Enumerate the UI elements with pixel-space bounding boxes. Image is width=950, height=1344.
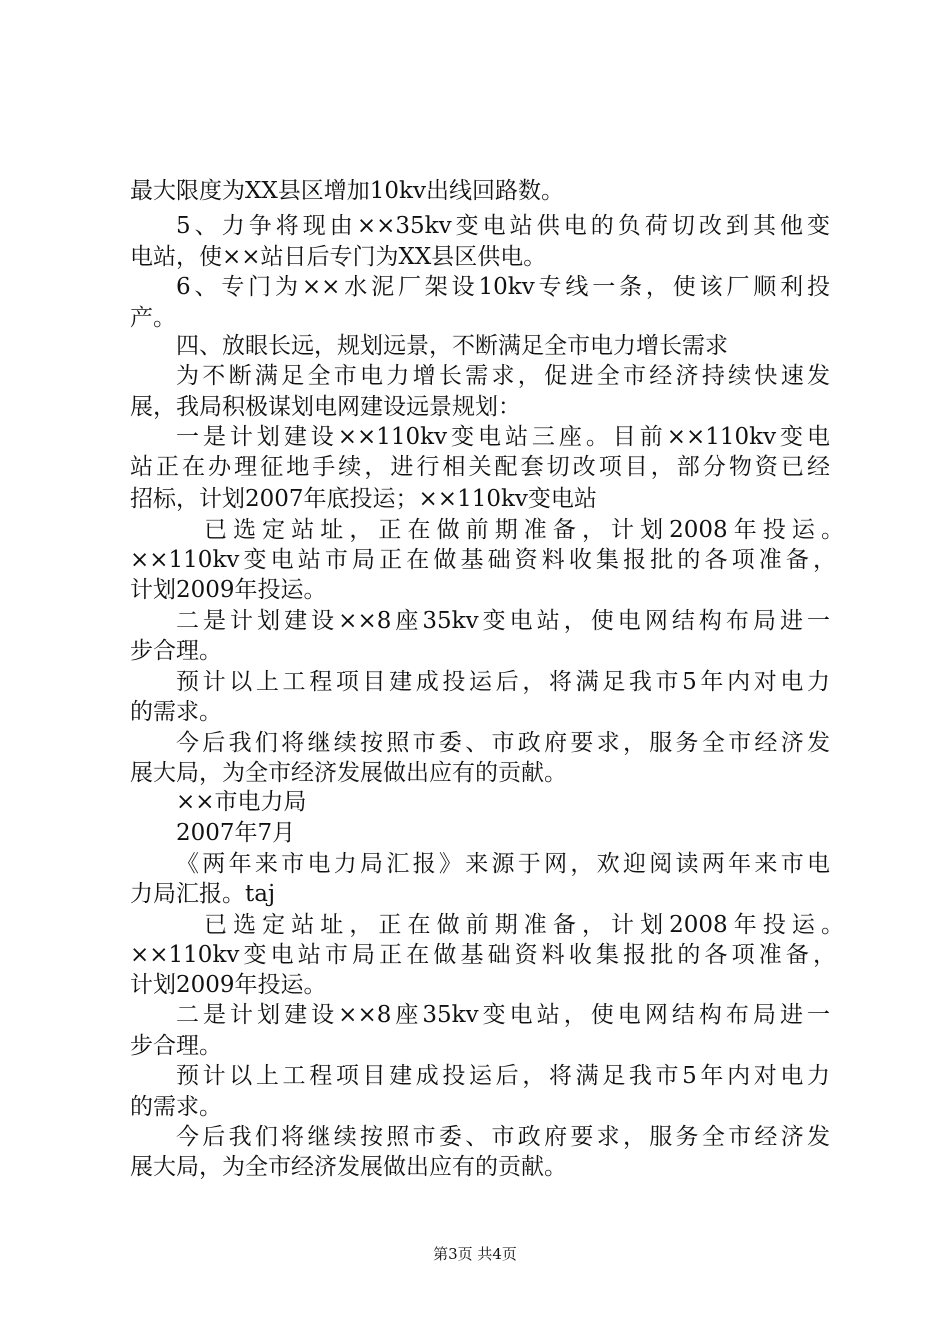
text-line: 步合理。 bbox=[130, 638, 222, 664]
text-line: 6、专门为××水泥厂架设10kv专线一条，使该厂顺利投 bbox=[176, 274, 830, 300]
text-line: 一是计划建设××110kv变电站三座。目前××110kv变电 bbox=[176, 424, 830, 450]
signature-organization: ××市电力局 bbox=[176, 789, 307, 815]
text-line: 的需求。 bbox=[130, 699, 222, 725]
text-line: 力局汇报。taj bbox=[130, 881, 276, 907]
text-line: 的需求。 bbox=[130, 1094, 222, 1120]
signature-date: 2007年7月 bbox=[176, 820, 296, 846]
text-line: 招标，计划2007年底投运；××110kv变电站 bbox=[130, 486, 597, 512]
text-line: 最大限度为XX县区增加10kv出线回路数。 bbox=[130, 178, 564, 204]
text-line: 已选定站址，正在做前期准备，计划2008年投运。 bbox=[204, 912, 844, 938]
text-line: 二是计划建设××8座35kv变电站，使电网结构布局进一 bbox=[176, 1002, 830, 1028]
text-line: 二是计划建设××8座35kv变电站，使电网结构布局进一 bbox=[176, 608, 830, 634]
text-line: 预计以上工程项目建成投运后，将满足我市5年内对电力 bbox=[176, 669, 830, 695]
text-line: 今后我们将继续按照市委、市政府要求，服务全市经济发 bbox=[176, 730, 830, 756]
text-line: 5、力争将现由××35kv变电站供电的负荷切改到其他变 bbox=[176, 213, 830, 239]
text-line: 展大局，为全市经济发展做出应有的贡献。 bbox=[130, 1154, 567, 1180]
page-number-footer: 第3页 共4页 bbox=[433, 1245, 517, 1263]
text-line: ××110kv变电站市局正在做基础资料收集报批的各项准备， bbox=[130, 942, 836, 968]
text-line: 步合理。 bbox=[130, 1033, 222, 1059]
text-line: 预计以上工程项目建成投运后，将满足我市5年内对电力 bbox=[176, 1063, 830, 1089]
text-line: ××110kv变电站市局正在做基础资料收集报批的各项准备， bbox=[130, 547, 836, 573]
text-line: 为不断满足全市电力增长需求，促进全市经济持续快速发 bbox=[176, 363, 830, 389]
section-heading: 四、放眼长远，规划远景，不断满足全市电力增长需求 bbox=[176, 333, 728, 359]
text-line: 电站，使××站日后专门为XX县区供电。 bbox=[130, 244, 547, 270]
text-line: 产。 bbox=[130, 305, 176, 331]
text-line: 今后我们将继续按照市委、市政府要求，服务全市经济发 bbox=[176, 1124, 830, 1150]
text-line: 站正在办理征地手续，进行相关配套切改项目，部分物资已经 bbox=[130, 454, 830, 480]
text-line: 计划2009年投运。 bbox=[130, 577, 327, 603]
text-line: 《两年来市电力局汇报》来源于网，欢迎阅读两年来市电 bbox=[176, 851, 830, 877]
text-line: 展大局，为全市经济发展做出应有的贡献。 bbox=[130, 760, 567, 786]
text-line: 展，我局积极谋划电网建设远景规划： bbox=[130, 394, 521, 420]
text-line: 已选定站址，正在做前期准备，计划2008年投运。 bbox=[204, 517, 844, 543]
text-line: 计划2009年投运。 bbox=[130, 972, 327, 998]
